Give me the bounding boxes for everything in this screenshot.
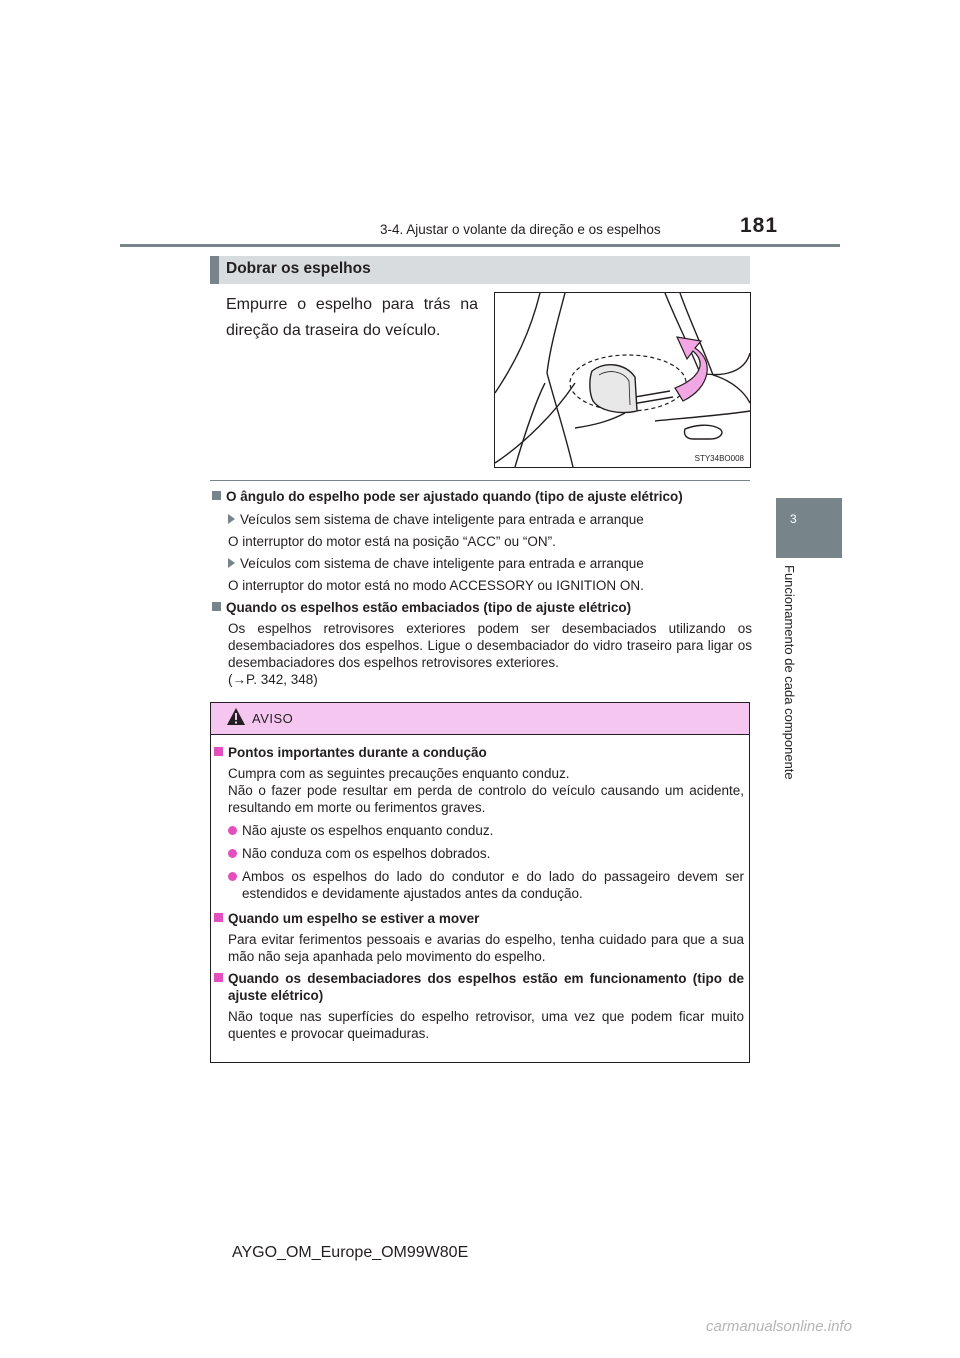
square-bullet-icon <box>212 491 221 500</box>
list-item-text: O interruptor do motor está no modo ACCESSORY ou IGNITION ON. <box>228 578 644 593</box>
list-item: Veículos com sistema de chave inteligente para entrada e arranque <box>212 555 752 572</box>
warning-section-defoggers <box>214 970 744 1042</box>
watermark: carmanualsonline.info <box>706 1318 852 1335</box>
warning-text: Não toque nas superfícies do espelho retrovisor, uma vez que podem ficar muito quentes e provocar queimaduras. <box>228 1009 744 1041</box>
circle-bullet-icon <box>228 872 237 881</box>
warning-text: Para evitar ferimentos pessoais e avarias do espelho, tenha cuidado para que a sua mão não seja apanhada pelo movimento do espelho. <box>228 932 744 964</box>
note-heading: Quando os espelhos estão embaciados (tipo de ajuste elétrico) <box>212 599 752 616</box>
list-item-text: O interruptor do motor está na posição “ACC” ou “ON”. <box>228 534 556 549</box>
chapter-tab <box>776 498 842 558</box>
square-bullet-icon <box>214 973 223 982</box>
warning-section-driving <box>214 744 744 902</box>
warning-title: AVISO <box>252 711 294 726</box>
circle-bullet-icon <box>228 849 237 858</box>
warning-text: Não o fazer pode resultar em perda de controlo do veículo causando um acidente, resultando em morte ou ferimentos graves. <box>228 783 744 815</box>
warning-heading: Pontos importantes durante a condução <box>214 744 744 761</box>
note-fogged-mirrors <box>212 599 752 688</box>
warning-heading: Quando um espelho se estiver a mover <box>214 910 744 927</box>
header-section-title: 3-4. Ajustar o volante da direção e os espelhos <box>380 222 661 237</box>
triangle-bullet-icon <box>228 558 235 568</box>
square-bullet-icon <box>214 747 223 756</box>
document-code: AYGO_OM_Europe_OM99W80E <box>232 1244 469 1261</box>
triangle-bullet-icon <box>228 514 235 524</box>
chapter-number: 3 <box>790 512 797 526</box>
warning-bullet: Não ajuste os espelhos enquanto conduz. <box>214 822 744 839</box>
page-number: 181 <box>740 214 779 237</box>
mirror-fold-illustration <box>494 292 751 468</box>
illustration-code: STY34BO008 <box>694 454 744 463</box>
section-title: Dobrar os espelhos <box>226 260 371 277</box>
header-divider <box>120 244 840 247</box>
note-body: Os espelhos retrovisores exteriores podem ser desembaciados utilizando os desembaciadores dos espelhos. Ligue o desembaciador do vidro traseiro para ligar os desembaciadores dos espelhos retrovisores exteriores. <box>228 621 752 670</box>
warning-section-moving <box>214 910 744 965</box>
warning-heading: Quando os desembaciadores dos espelhos estão em funcionamento (tipo de ajuste elétrico) <box>214 970 744 1004</box>
content-divider <box>210 480 750 481</box>
note-heading: O ângulo do espelho pode ser ajustado quando (tipo de ajuste elétrico) <box>212 488 752 505</box>
note-reference: (→P. 342, 348) <box>228 672 318 687</box>
warning-bullet: Ambos os espelhos do lado do condutor e do lado do passageiro devem ser estendidos e devidamente ajustados antes da condução. <box>214 868 744 902</box>
list-item: Veículos sem sistema de chave inteligente para entrada e arranque <box>212 511 752 528</box>
section-intro: Empurre o espelho para trás na direção da traseira do veículo. <box>226 296 478 339</box>
warning-text: Cumpra com as seguintes precauções enquanto conduz. <box>228 766 570 781</box>
mirror-illustration-drawing <box>495 293 750 467</box>
note-mirror-angle <box>212 488 752 594</box>
section-heading-accent <box>210 256 219 284</box>
warning-triangle-icon <box>226 707 246 726</box>
square-bullet-icon <box>214 913 223 922</box>
square-bullet-icon <box>212 602 221 611</box>
warning-bullet: Não conduza com os espelhos dobrados. <box>214 845 744 862</box>
circle-bullet-icon <box>228 826 237 835</box>
chapter-label: Funcionamento de cada componente <box>782 565 797 780</box>
